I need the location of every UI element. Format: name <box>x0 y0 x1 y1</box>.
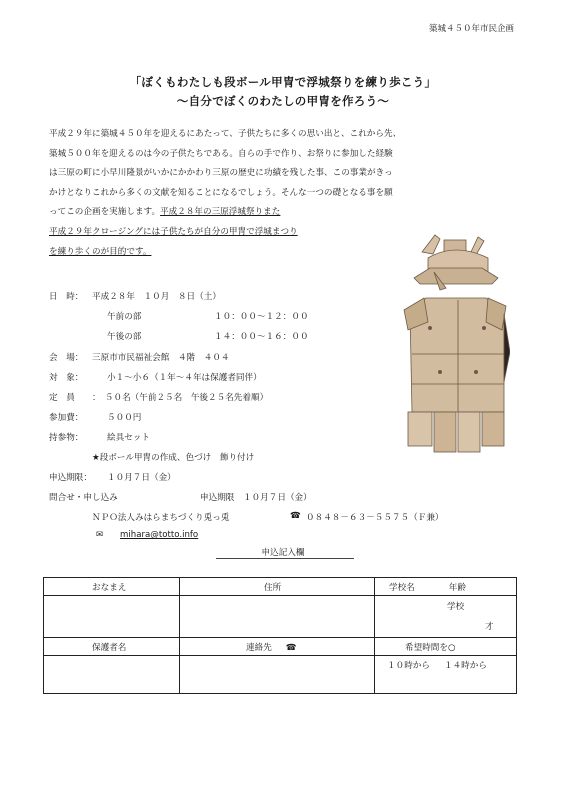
intro-line: は三原の町に小早川隆景がいかにかかわり三原の歴史に功績を残した事、この事業がきっ <box>49 168 393 179</box>
bring-label: 持参物： <box>49 433 84 443</box>
bring-value: 絵具セット <box>107 433 150 443</box>
school-age-header-cell <box>375 578 517 596</box>
time-header-cell <box>375 638 517 656</box>
venue-label: 会 場： <box>49 353 84 363</box>
page-title: 「ぼくもわたしも段ボール甲冑で浮城祭りを練り歩こう」 <box>129 75 437 89</box>
intro-purpose-text: 平成２８年の三原浮城祭りまた <box>160 207 281 218</box>
target-label: 対 象： <box>49 373 84 383</box>
guardian-input-cell[interactable] <box>44 656 180 694</box>
form-title: 申込記入欄 <box>261 548 305 558</box>
address-header: 住所 <box>264 583 282 593</box>
guardian-header: 保護者名 <box>92 643 127 653</box>
phone-icon: ☎ <box>290 511 301 521</box>
school-header: 学校名 <box>389 583 415 593</box>
page-subtitle: ～自分でぼくのわたしの甲冑を作ろう～ <box>176 94 390 108</box>
capacity-value: ： ５０名（午前２５名 午後２５名先着順） <box>92 393 269 403</box>
afternoon-session-time: １４：００～１６：００ <box>214 332 309 342</box>
time-option-14[interactable]: １４時から <box>443 661 487 671</box>
target-value: 小１～小６（１年～４年は保護者同伴） <box>107 373 262 383</box>
address-header-cell <box>180 578 375 596</box>
intro-line: かけとなりこれから多くの文献を知ることになるでしょう。そんな一つの礎となる事を願 <box>49 187 393 198</box>
organization-name: ＮＰＯ法人みはらまちづくり兎っ兎 <box>92 513 230 523</box>
school-age-input-cell[interactable] <box>375 596 517 638</box>
morning-session-time: １０：００～１２：００ <box>214 312 309 322</box>
fee-value: ５００円 <box>107 413 142 423</box>
date-value: 平成２８年 １０月 ８日（土） <box>92 292 221 302</box>
contact-header-cell <box>180 638 375 656</box>
time-header: 希望時間を○ <box>405 643 456 653</box>
contact-header: 連絡先 <box>246 643 272 653</box>
intro-text: ってこの企画を実施します。 <box>49 207 161 218</box>
afternoon-session-label: 午後の部 <box>107 332 142 342</box>
mail-icon: ✉ <box>96 530 104 540</box>
intro-purpose-line: を練り歩くのが目的です。 <box>49 246 152 257</box>
cardboard-armor-illustration <box>400 232 510 462</box>
venue-value: 三原市市民福祉会館 ４階 ４０４ <box>92 353 230 363</box>
age-suffix: 才 <box>485 622 494 632</box>
intro-line: 平成２９年に築城４５０年を迎えるにあたって、子供たちに多くの思い出と、これから先、 <box>49 129 402 139</box>
activity-note: ★段ボール甲冑の作成、色づけ 飾り付け <box>92 453 255 463</box>
deadline-value: １０月７日（金） <box>107 473 176 483</box>
contact-deadline: 申込期限 １０月７日（金） <box>200 493 312 503</box>
email-link[interactable]: mihara@totto.info <box>120 530 199 540</box>
morning-session-label: 午前の部 <box>107 312 142 322</box>
contact-phone-icon: ☎ <box>285 643 297 653</box>
phone-number: ０８４８－６３－５５７５（Ｆ兼） <box>306 513 444 523</box>
deadline-label: 申込期限： <box>49 473 92 483</box>
form-title-divider <box>216 558 354 559</box>
intro-paragraph <box>49 125 402 262</box>
time-options-cell[interactable] <box>375 656 517 694</box>
contact-input-cell[interactable] <box>180 656 375 694</box>
intro-line <box>49 203 374 223</box>
age-header: 年齢 <box>448 583 466 593</box>
guardian-header-cell <box>44 638 180 656</box>
contact-label: 問合せ・申し込み <box>49 493 118 503</box>
address-input-cell[interactable] <box>180 596 375 638</box>
time-option-10[interactable]: １０時から <box>387 661 430 671</box>
name-header-cell <box>44 578 180 596</box>
header-note: 築城４５０年市民企画 <box>428 24 514 34</box>
do-chest-armor <box>404 298 510 452</box>
name-header: おなまえ <box>92 583 127 593</box>
fee-label: 参加費： <box>49 413 84 423</box>
date-label: 日 時： <box>49 292 84 302</box>
application-form-table <box>43 577 517 694</box>
capacity-label: 定 員 <box>49 393 75 403</box>
name-input-cell[interactable] <box>44 596 180 638</box>
intro-line: 築城５００年を迎えるのは今の子供たちである。自らの手で作り、お祭りに参加した経験 <box>49 148 393 159</box>
intro-purpose-line: 平成２９年クロージングには子供たちが自分の甲冑で浮城まつり <box>49 226 298 237</box>
school-suffix: 学校 <box>447 602 465 612</box>
kabuto-helmet <box>414 235 498 290</box>
